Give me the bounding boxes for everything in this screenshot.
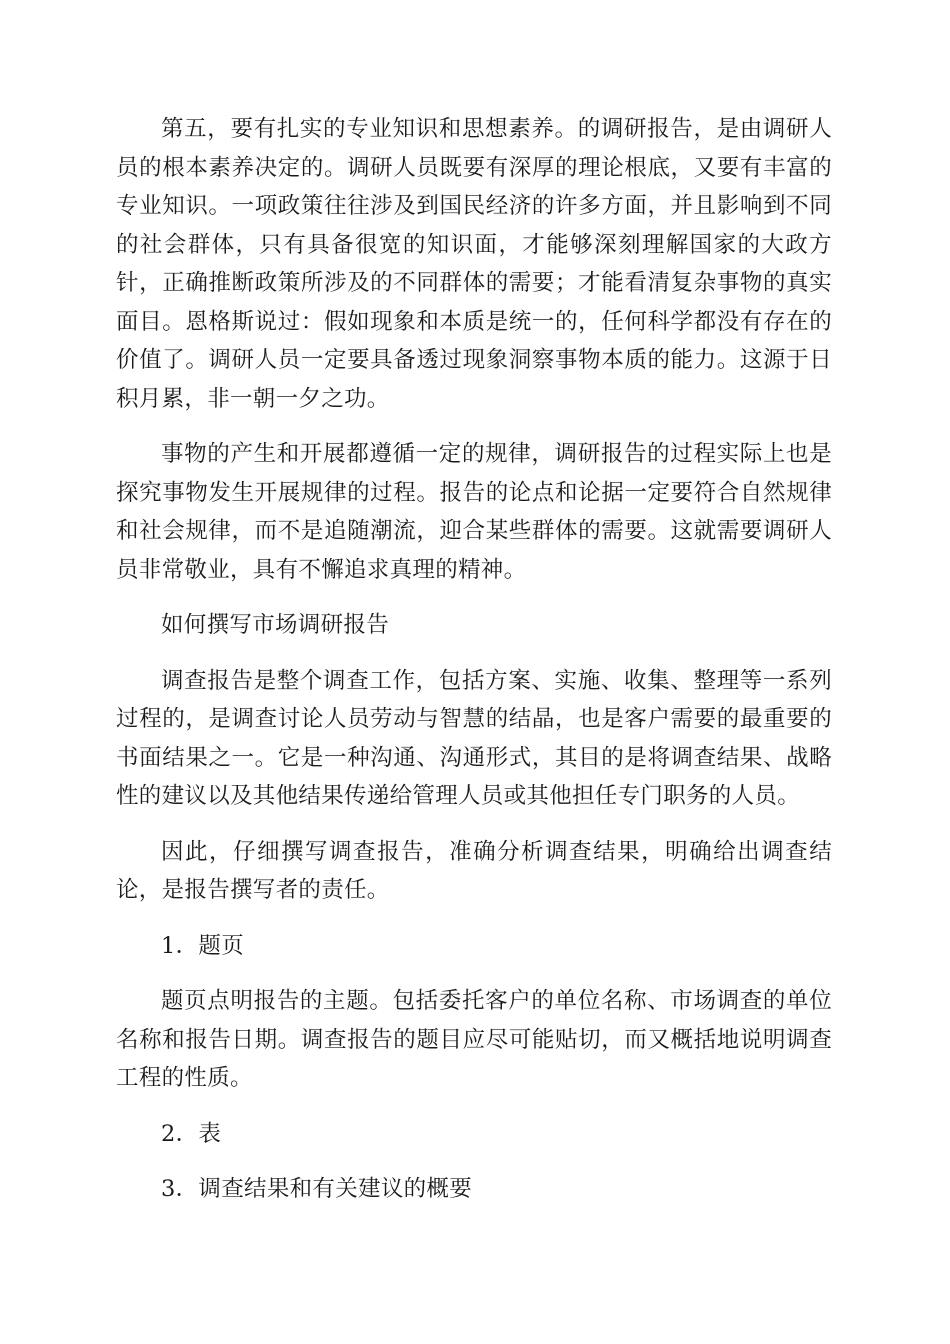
document-body: [116, 110, 832, 1226]
paragraph-report-definition: 调查报告是整个调查工作，包括方案、实施、收集、整理等一系列过程的，是调查讨论人员劳动与智慧的结晶，也是客户需要的最重要的书面结果之一。它是一种沟通、沟通形式，其目的是将调查结果、战略性的建议以及其他结果传递给管理人员或其他担任专门职务的人员。: [116, 667, 832, 809]
paragraph-title-page: 题页点明报告的主题。包括委托客户的单位名称、市场调查的单位名称和报告日期。调查报告的题目应尽可能贴切，而又概括地说明调查工程的性质。: [116, 988, 832, 1091]
list-item-title-page: 1．题页: [161, 932, 245, 959]
list-item-summary: 3．调查结果和有关建议的概要: [161, 1176, 473, 1202]
list-item-table: 2．表: [161, 1120, 222, 1147]
paragraph-qualifications: 第五，要有扎实的专业知识和思想素养。的调研报告，是由调研人员的根本素养决定的。调研人员既要有深厚的理论根底，又要有丰富的专业知识。一项政策往往涉及到国民经济的许多方面，并且影响到不同的社会群体，只有具备很宽的知识面，才能够深刻理解国家的大政方针，正确推断政策所涉及的不同群体的需要；才能看清复杂事物的真实面目。恩格斯说过：假如现象和本质是统一的，任何科学都没有存在的价值了。调研人员一定要具备透过现象洞察事物本质的能力。这源于日积月累，非一朝一夕之功。: [116, 116, 832, 412]
section-heading: 如何撰写市场调研报告: [161, 612, 390, 638]
paragraph-responsibility: 因此，仔细撰写调查报告，准确分析调查结果，明确给出调查结论，是报告撰写者的责任。: [116, 838, 832, 903]
paragraph-laws: 事物的产生和开展都遵循一定的规律，调研报告的过程实际上也是探究事物发生开展规律的过程。报告的论点和论据一定要符合自然规律和社会规律，而不是追随潮流，迎合某些群体的需要。这就需要调研人员非常敬业，具有不懈追求真理的精神。: [116, 441, 832, 583]
